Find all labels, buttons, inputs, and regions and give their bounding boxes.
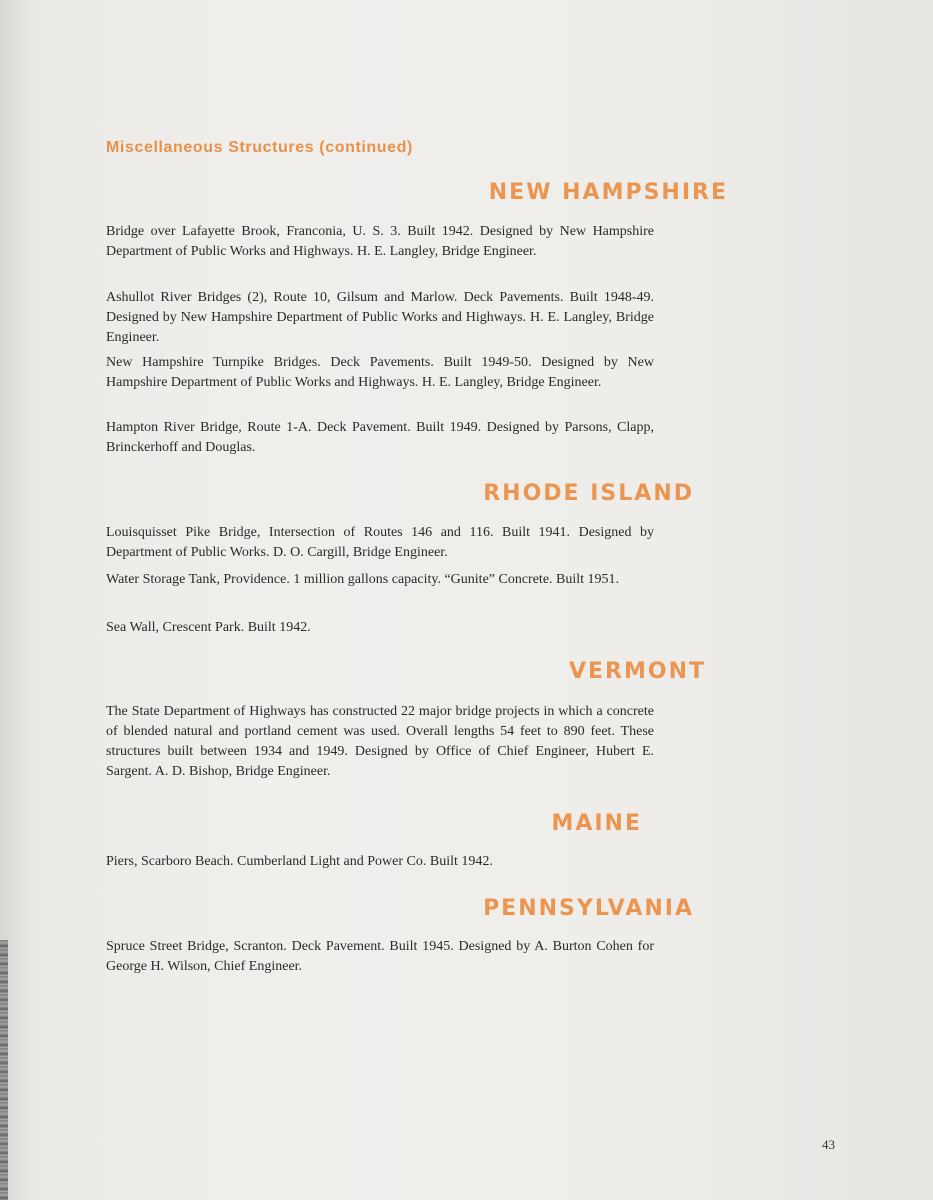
- state-heading-maine: MAINE: [551, 811, 642, 836]
- state-heading-new-hampshire: NEW HAMPSHIRE: [488, 180, 728, 205]
- entry-hampton-river: Hampton River Bridge, Route 1-A. Deck Pavement. Built 1949. Designed by Parsons, Clapp, Brinckerhoff and Douglas.: [106, 420, 654, 455]
- section-label: Miscellaneous Structures (continued): [106, 139, 413, 156]
- entry-lafayette-brook: Bridge over Lafayette Brook, Franconia, U. S. 3. Built 1942. Designed by New Hampshire Department of Public Works and Highways. H. E. Langley, Bridge Engineer.: [106, 224, 654, 259]
- entry-scarboro-beach: Piers, Scarboro Beach. Cumberland Light and Power Co. Built 1942.: [106, 854, 493, 869]
- state-heading-pennsylvania: PENNSYLVANIA: [483, 896, 694, 921]
- entry-ashullot-river: Ashullot River Bridges (2), Route 10, Gilsum and Marlow. Deck Pavements. Built 1948-49. Designed by New Hampshire Department of Public Works and Highways. H. E. Langley, Bridge Engineer.: [106, 290, 654, 345]
- binding-edge: [0, 940, 8, 1200]
- state-heading-vermont: VERMONT: [568, 659, 706, 684]
- entry-louisquisset-pike: Louisquisset Pike Bridge, Intersection of Routes 146 and 116. Built 1941. Designed by Department of Public Works. D. O. Cargill, Bridge Engineer.: [106, 525, 654, 560]
- state-heading-rhode-island: RHODE ISLAND: [483, 481, 694, 506]
- entry-nh-turnpike: New Hampshire Turnpike Bridges. Deck Pavements. Built 1949-50. Designed by New Hampshire Department of Public Works and Highways. H. E. Langley, Bridge Engineer.: [106, 355, 654, 390]
- entry-sea-wall: Sea Wall, Crescent Park. Built 1942.: [106, 620, 311, 635]
- entry-water-storage-tank: Water Storage Tank, Providence. 1 million gallons capacity. “Gunite” Concrete. Built 1951.: [106, 572, 620, 587]
- entry-spruce-street-bridge: Spruce Street Bridge, Scranton. Deck Pavement. Built 1945. Designed by A. Burton Cohen for George H. Wilson, Chief Engineer.: [106, 939, 654, 974]
- entry-vermont-bridges: The State Department of Highways has constructed 22 major bridge projects in which a concrete of blended natural and portland cement was used. Overall lengths 54 feet to 890 feet. These structures built between 1934 and 1949. Designed by Office of Chief Engineer, Hubert E. Sargent. A. D. Bishop, Bridge Engineer.: [106, 704, 654, 779]
- page-number: 43: [822, 1137, 835, 1152]
